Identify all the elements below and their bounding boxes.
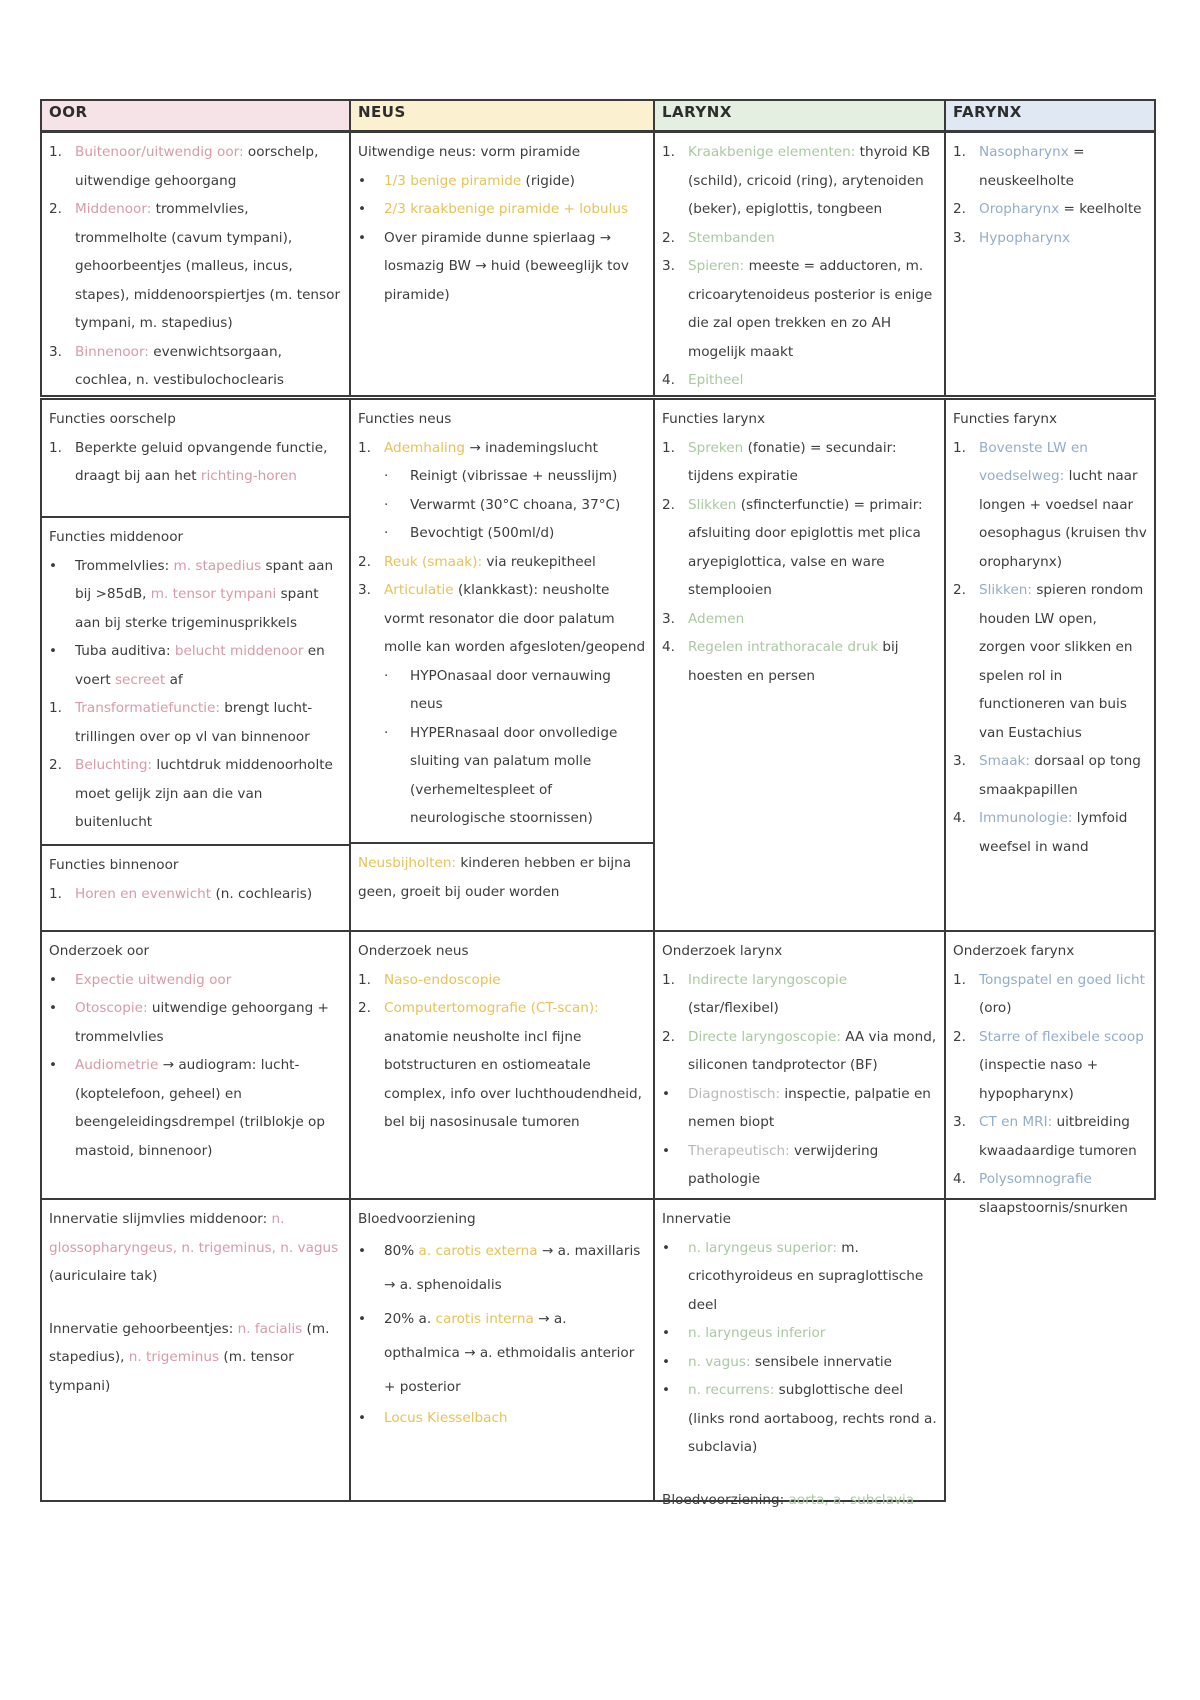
header-larynx: LARYNX bbox=[653, 99, 946, 133]
list-item: 2. Oropharynx = keelholte bbox=[953, 201, 1142, 217]
functies-farynx-cell bbox=[944, 398, 1156, 932]
neus-uitwendig-cell bbox=[349, 131, 655, 397]
list-item: · Reinigt (vibrissae + neusslijm) bbox=[384, 468, 618, 484]
list-item: 1. Beperkte geluid opvangende functie, draagt bij aan het richting-horen bbox=[49, 439, 328, 484]
list-item: 1. Horen en evenwicht (n. cochlearis) bbox=[49, 885, 313, 902]
list-item: · HYPOnasaal door vernauwing neus bbox=[384, 667, 611, 712]
paragraph: Neusbijholten: kinderen hebben er bijna geen, groeit bij ouder worden bbox=[358, 855, 632, 900]
cell-title: Onderzoek farynx bbox=[953, 943, 1075, 959]
list-item: • Diagnostisch: inspectie, palpatie en nemen biopt bbox=[662, 1085, 931, 1130]
list-item: 1. Transformatiefunctie: brengt lucht-trillingen over op vl van binnenoor bbox=[49, 700, 313, 745]
list-item: • n. laryngeus superior: m. cricothyroideus en supraglottische deel bbox=[662, 1239, 924, 1313]
list-item: • Locus Kiesselbach bbox=[358, 1409, 508, 1426]
list-item: • Over piramide dunne spierlaag → losmazig BW → huid (beweeglijk tov piramide) bbox=[358, 229, 629, 303]
list-item: • Therapeutisch: verwijdering pathologie bbox=[662, 1142, 879, 1187]
functies-binnenoor-cell bbox=[40, 844, 351, 932]
larynx-onderdelen-cell bbox=[653, 131, 946, 397]
cell-title: Functies farynx bbox=[953, 411, 1058, 427]
list-item: 1. Indirecte laryngoscopie (star/flexibel) bbox=[662, 971, 848, 1016]
list-item: • 80% a. carotis externa → a. maxillaris → a. sphenoidalis bbox=[358, 1242, 641, 1293]
header-farynx: FARYNX bbox=[944, 99, 1156, 133]
list-item: 4. Regelen intrathoracale druk bij hoesten en persen bbox=[662, 639, 899, 684]
list-item: • Audiometrie → audiogram: lucht- (koptelefoon, geheel) en beengeleidingsdrempel (trilblokje op mastoid, binnenoor) bbox=[49, 1057, 326, 1159]
paragraph: Innervatie slijmvlies middenoor: n. glossopharyngeus, n. trigeminus, n. vagus (auriculaire tak) bbox=[49, 1211, 339, 1284]
list-item: 1. Kraakbenige elementen: thyroid KB (schild), cricoid (ring), arytenoiden (beker), epiglottis, tongbeen bbox=[662, 144, 931, 217]
list-item: 1. Buitenoor/uitwendig oor: oorschelp, uitwendige gehoorgang bbox=[49, 144, 319, 189]
list-item: 2. Beluchting: luchtdruk middenoorholte moet gelijk zijn aan die van buitenlucht bbox=[49, 757, 333, 830]
list-item: 1. Spreken (fonatie) = secundair: tijdens expiratie bbox=[662, 439, 897, 484]
list-item: • 1/3 benige piramide (rigide) bbox=[358, 172, 575, 189]
header-oor: OOR bbox=[40, 99, 351, 133]
spacer bbox=[49, 1291, 342, 1315]
list-item: 2. Slikken: spieren rondom houden LW open, zorgen voor slikken en spelen rol in functioneren van buis van Eustachius bbox=[953, 582, 1144, 741]
list-item: • Trommelvlies: m. stapedius spant aan bij >85dB, m. tensor tympani spant aan bij sterke trigeminusprikkels bbox=[49, 557, 334, 631]
innervatie-oor-cell bbox=[40, 1198, 351, 1502]
list-item: • n. vagus: sensibele innervatie bbox=[662, 1353, 893, 1370]
list-item: 2. Computertomografie (CT-scan): anatomie neusholte incl fijne botstructuren en ostiomeatale complex, info over luchthoudendheid, bel bij nasosinusale tumoren bbox=[358, 1000, 643, 1130]
cell-title: Functies binnenoor bbox=[49, 857, 179, 873]
list-item: 2. Middenoor: trommelvlies, trommelholte (cavum tympani), gehoorbeentjes (malleus, incus, stapes), middenoorspiertjes (m. tensor tympani, m. stapedius) bbox=[49, 201, 341, 331]
list-item: 2. Stembanden bbox=[662, 229, 775, 246]
bloedvoorziening-neus-cell bbox=[349, 1198, 655, 1502]
list-item: 1. Ademhaling → inademingslucht bbox=[358, 439, 598, 456]
list-item: 4. Polysomnografie slaapstoornis/snurken bbox=[953, 1171, 1128, 1216]
functies-middenoor-cell bbox=[40, 516, 351, 846]
cell-title: Functies middenoor bbox=[49, 529, 184, 545]
list-item: 4. Immunologie: lymfoid weefsel in wand bbox=[953, 810, 1128, 855]
list-item: 4. Epitheel bbox=[662, 372, 744, 388]
list-item: • 2/3 kraakbenige piramide + lobulus bbox=[358, 201, 629, 217]
neusbijholten-cell bbox=[349, 842, 655, 932]
list-item: • n. laryngeus inferior bbox=[662, 1325, 826, 1341]
onderzoek-larynx-cell bbox=[653, 930, 946, 1200]
cell-title: Onderzoek neus bbox=[358, 943, 469, 959]
cell-title: Innervatie bbox=[662, 1211, 732, 1227]
paragraph: Bloedvoorziening: aorta, a. subclavia bbox=[662, 1491, 915, 1508]
list-item: • Otoscopie: uitwendige gehoorgang + trommelvlies bbox=[49, 1000, 329, 1045]
list-item: 3. Articulatie (klankkast): neusholte vormt resonator die door palatum molle kan worden afgesloten/geopend bbox=[358, 582, 646, 655]
cell-title: Functies oorschelp bbox=[49, 411, 176, 427]
list-item: 3. Ademen bbox=[662, 610, 745, 627]
list-item: 1. Nasopharynx = neuskeelholte bbox=[953, 144, 1085, 189]
functies-oorschelp-cell bbox=[40, 398, 351, 518]
list-item: 1. Tongspatel en goed licht (oro) bbox=[953, 971, 1145, 1016]
oor-onderdelen-cell bbox=[40, 131, 351, 397]
list-item: 1. Naso-endoscopie bbox=[358, 971, 501, 988]
cell-title: Functies neus bbox=[358, 411, 452, 427]
list-item: 3. CT en MRI: uitbreiding kwaadaardige tumoren bbox=[953, 1114, 1137, 1159]
list-item: 3. Binnenoor: evenwichtsorgaan, cochlea, n. vestibulochoclearis bbox=[49, 343, 284, 388]
list-item: · HYPERnasaal door onvolledige sluiting van palatum molle (verhemeltespleet of neurologische stoornissen) bbox=[384, 724, 618, 826]
list-item: 2. Slikken (sfincterfunctie) = primair: afsluiting door epiglottis met plica aryepiglottica, valse en ware stemplooien bbox=[662, 496, 923, 598]
functies-larynx-cell bbox=[653, 398, 946, 932]
list-item: 2. Starre of flexibele scoop (inspectie naso + hypopharynx) bbox=[953, 1028, 1144, 1102]
list-item: · Verwarmt (30°C choana, 37°C) bbox=[384, 496, 621, 513]
cell-title: Functies larynx bbox=[662, 411, 766, 427]
list-item: 3. Spieren: meeste = adductoren, m. cricoarytenoideus posterior is enige die zal open trekken en zo AH mogelijk maakt bbox=[662, 258, 933, 360]
farynx-onderdelen-cell bbox=[944, 131, 1156, 397]
list-item: 2. Directe laryngoscopie: AA via mond, siliconen tandprotector (BF) bbox=[662, 1028, 937, 1073]
list-item: 2. Reuk (smaak): via reukepitheel bbox=[358, 553, 596, 570]
list-item: 3. Hypopharynx bbox=[953, 229, 1071, 246]
functies-neus-cell bbox=[349, 398, 655, 844]
list-item: 1. Bovenste LW en voedselweg: lucht naar longen + voedsel naar oesophagus (kruisen thv oropharynx) bbox=[953, 439, 1147, 570]
list-item: • 20% a. carotis interna → a. opthalmica → a. ethmoidalis anterior + posterior bbox=[358, 1310, 635, 1395]
list-item: • Expectie uitwendig oor bbox=[49, 971, 232, 988]
cell-title: Uitwendige neus: vorm piramide bbox=[358, 144, 581, 160]
onderzoek-oor-cell bbox=[40, 930, 351, 1200]
spacer bbox=[662, 1462, 937, 1486]
innervatie-larynx-cell bbox=[653, 1198, 946, 1508]
header-neus: NEUS bbox=[349, 99, 655, 133]
list-item: · Bevochtigt (500ml/d) bbox=[384, 525, 555, 541]
cell-title: Bloedvoorziening bbox=[358, 1211, 476, 1227]
onderzoek-farynx-cell bbox=[944, 930, 1156, 1216]
cell-title: Onderzoek oor bbox=[49, 943, 150, 959]
list-item: 3. Smaak: dorsaal op tong smaakpapillen bbox=[953, 753, 1141, 798]
list-item: • n. recurrens: subglottische deel (links rond aortaboog, rechts rond a. subclavia) bbox=[662, 1382, 937, 1455]
paragraph: Innervatie gehoorbeentjes: n. facialis (m. stapedius), n. trigeminus (m. tensor tympani) bbox=[49, 1320, 330, 1394]
list-item: • Tuba auditiva: belucht middenoor en voert secreet af bbox=[49, 643, 325, 688]
onderzoek-neus-cell bbox=[349, 930, 655, 1200]
cell-title: Onderzoek larynx bbox=[662, 943, 783, 959]
